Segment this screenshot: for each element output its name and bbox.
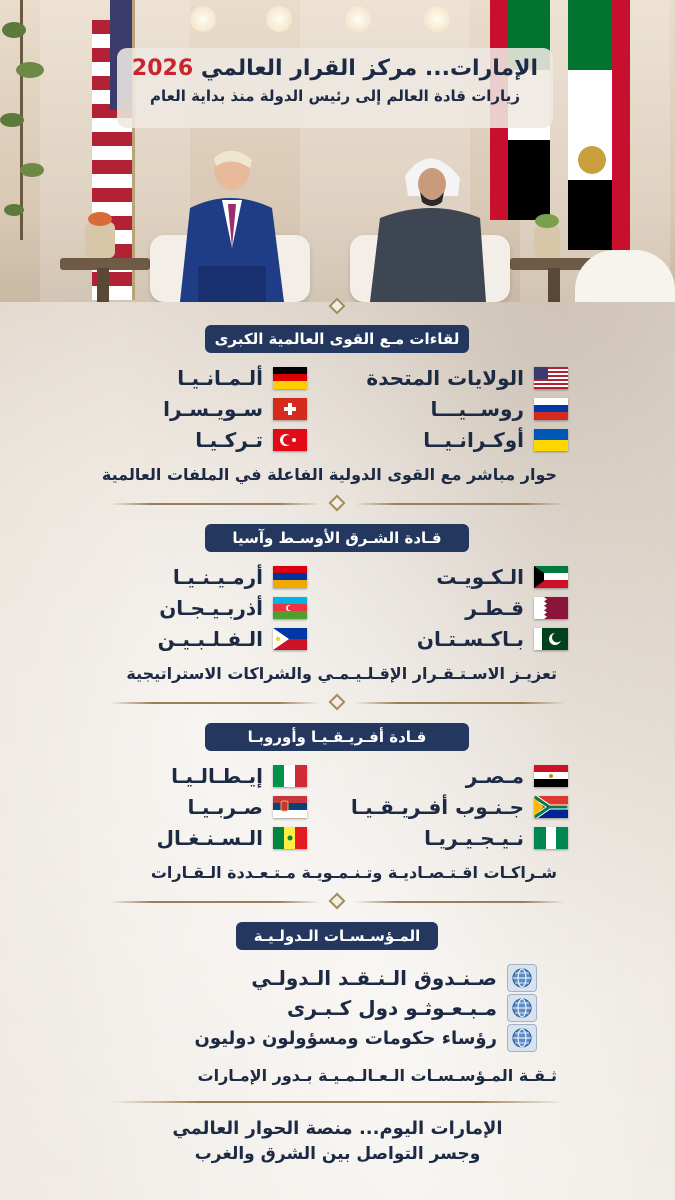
egypt-flag-icon	[534, 765, 568, 787]
country-italy	[171, 764, 307, 788]
title-text: الإمارات... مركز القرار العالمي	[200, 56, 539, 81]
institution-label: صـنـدوق الـنـقـد الـدولـي	[251, 966, 497, 990]
divider-diamond	[329, 893, 346, 910]
serbia-flag-icon	[273, 796, 307, 818]
country-egypt	[466, 764, 568, 788]
country-label: الـفـلـبـيـن	[157, 627, 263, 651]
country-senegal	[157, 826, 307, 850]
country-russia	[431, 397, 568, 421]
country-label: إيـطـالـيـا	[171, 764, 263, 788]
leader-right	[360, 148, 490, 302]
country-label: أرمـيـنـيـا	[172, 565, 263, 589]
section-note: ثـقـة المـؤسـسـات الـعـالـمـيـة بـدور الإمـارات	[197, 1066, 557, 1085]
country-label: الولايات المتحدة	[366, 366, 524, 390]
azerbaijan-flag-icon	[273, 597, 307, 619]
senegal-flag-icon	[273, 827, 307, 849]
plant-left	[0, 0, 50, 240]
country-label: أوكـرانـيــا	[423, 428, 524, 452]
institution-label: مـبـعـوثـو دول كـبـرى	[287, 996, 497, 1020]
leader-left	[160, 148, 300, 302]
section-title-middle-east-asia: قـادة الشـرق الأوسـط وآسيا	[205, 524, 469, 552]
footer-line-1: الإمارات اليوم... منصة الحوار العالمي	[172, 1118, 503, 1139]
country-label: قـطـر	[465, 596, 524, 620]
country-germany	[177, 366, 307, 390]
kuwait-flag-icon	[534, 566, 568, 588]
country-switzerland	[163, 397, 307, 421]
country-turkey	[195, 428, 307, 452]
country-label: سـويـسـرا	[163, 397, 263, 421]
italy-flag-icon	[273, 765, 307, 787]
section-title-major-powers: لقاءات مـع القوى العالمية الكبرى	[205, 325, 469, 353]
country-label: أذربـيـجـان	[159, 596, 263, 620]
nigeria-flag-icon	[534, 827, 568, 849]
country-label: نـيـجـيـريـا	[424, 826, 524, 850]
country-kuwait	[436, 565, 568, 589]
institution-envoys	[287, 994, 537, 1022]
south-africa-flag-icon	[534, 796, 568, 818]
germany-flag-icon	[273, 367, 307, 389]
page-title	[117, 56, 553, 81]
section-title-international-institutions: المـؤسـسـات الـدولـيـة	[236, 922, 438, 950]
country-label: جـنـوب أفـريـقـيـا	[350, 795, 524, 819]
divider-diamond	[329, 694, 346, 711]
usa-flag-icon	[534, 367, 568, 389]
country-philippines	[158, 627, 307, 651]
country-nigeria	[424, 826, 568, 850]
page-subtitle: زيارات قادة العالم إلى رئيس الدولة منذ بداية العام	[150, 87, 520, 105]
globe-icon	[507, 964, 537, 992]
country-ukraine	[423, 428, 568, 452]
institution-officials	[195, 1024, 537, 1052]
title-year: 2026	[131, 56, 194, 81]
turkey-flag-icon	[273, 429, 307, 451]
country-azerbaijan	[159, 596, 307, 620]
country-label: مـصـر	[465, 764, 524, 788]
country-label: تـركـيـا	[195, 428, 263, 452]
country-label: صـربـيـا	[187, 795, 263, 819]
institution-label: رؤساء حكومات ومسؤولون دوليون	[194, 1027, 497, 1049]
country-pakistan	[417, 627, 568, 651]
country-label: ألـمـانـيـا	[177, 366, 263, 390]
globe-icon	[507, 1024, 537, 1052]
header-title-box	[117, 48, 553, 128]
section-note: حوار مباشر مع القوى الدولية الفاعلة في الملفات العالمية	[101, 465, 557, 484]
country-usa	[366, 366, 568, 390]
header-photo	[0, 0, 675, 302]
institution-imf	[251, 964, 537, 992]
section-note: تعزيـز الاسـتـقـرار الإقـلـيـمـي والشراكات الاستراتيجية	[126, 664, 557, 683]
philippines-flag-icon	[273, 628, 307, 650]
russia-flag-icon	[534, 398, 568, 420]
country-south-africa	[351, 795, 568, 819]
section-note: شـراكـات اقـتـصـاديـة وتـنـمـويـة مـتـعـددة الـقـارات	[150, 863, 557, 882]
country-label: روســيـــا	[430, 397, 524, 421]
qatar-flag-icon	[534, 597, 568, 619]
country-label: الـسـنـغـال	[156, 826, 263, 850]
divider-diamond	[329, 495, 346, 512]
armenia-flag-icon	[273, 566, 307, 588]
globe-icon	[507, 994, 537, 1022]
ukraine-flag-icon	[534, 429, 568, 451]
footer-line-2: وجسر التواصل بين الشرق والغرب	[194, 1144, 481, 1164]
pakistan-flag-icon	[534, 628, 568, 650]
country-qatar	[465, 596, 568, 620]
country-label: بـاكـسـتـان	[416, 627, 524, 651]
switzerland-flag-icon	[273, 398, 307, 420]
section-title-africa-europe: قـادة أفـريـقـيـا وأوروبـا	[205, 723, 469, 751]
country-armenia	[173, 565, 307, 589]
country-label: الـكـويـت	[436, 565, 524, 589]
country-serbia	[188, 795, 307, 819]
